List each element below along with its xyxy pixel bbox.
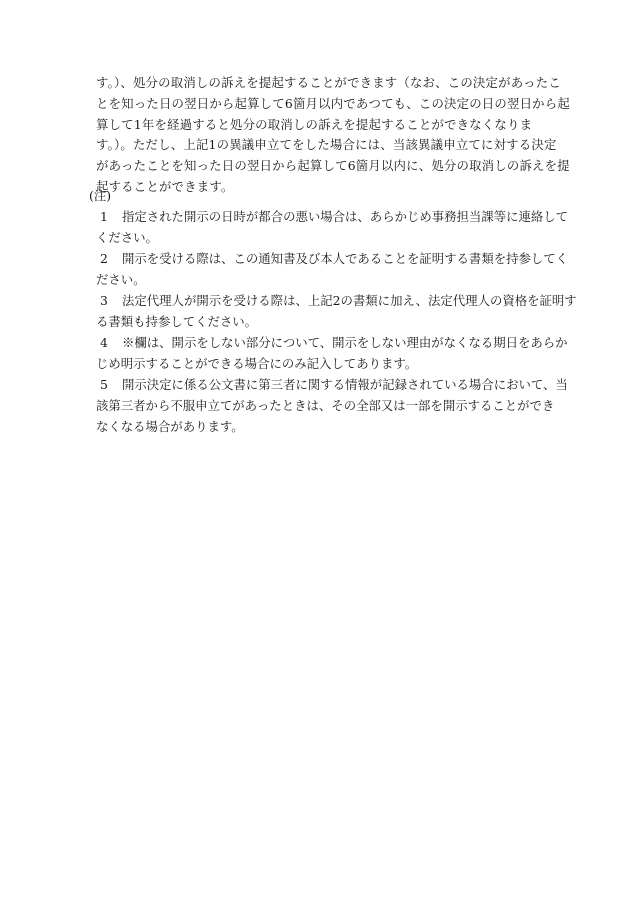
note-number: 1 (100, 209, 108, 224)
body-line: す。）。ただし、上記1の異議申立てをした場合には、当該異議申立てに対する決定 (96, 137, 557, 153)
note-number: 4 (100, 335, 108, 350)
note-number: 3 (100, 293, 108, 308)
note-item (96, 207, 569, 249)
note-text-line: じめ明示することができる場合にのみ記入してあります。 (96, 355, 418, 371)
note-item (96, 291, 577, 333)
note-text-line: ください。 (96, 229, 158, 245)
note-text-line: ださい。 (96, 271, 146, 287)
body-line: があったことを知った日の翌日から起算して6箇月以内に、処分の取消しの訴えを提 (96, 158, 570, 174)
note-item (96, 375, 568, 437)
note-number: 5 (100, 377, 108, 392)
note-text-line: 法定代理人が開示を受ける際は、上記2の書類に加え、法定代理人の資格を証明す (122, 293, 577, 308)
note-item (96, 249, 569, 291)
body-line: 起することができます。 (96, 178, 234, 194)
note-text-line: る書類も持参してください。 (96, 313, 258, 329)
body-paragraph (96, 73, 570, 198)
body-line: す。）、処分の取消しの訴えを提起することができます（なお、この決定があったこ (96, 75, 561, 90)
note-text-line: なくなる場合があります。 (96, 418, 244, 434)
note-text-line: 開示決定に係る公文書に第三者に関する情報が記録されている場合において、当 (122, 377, 568, 392)
note-text-line: 指定された開示の日時が都合の悪い場合は、あらかじめ事務担当課等に連絡して (122, 209, 569, 224)
note-item (96, 333, 568, 375)
note-text-line: 開示を受ける際は、この通知書及び本人であることを証明する書類を持参してく (122, 251, 569, 266)
body-line: 算して1年を経過すると処分の取消しの訴えを提起することができなくなりま (96, 116, 533, 132)
note-number: 2 (100, 251, 108, 266)
note-text-line: ※欄は、開示をしない部分について、開示をしない理由がなくなる期日をあらか (122, 335, 568, 350)
note-text-line: 該第三者から不服申立てがあったときは、その全部又は一部を開示することができ (96, 397, 555, 413)
body-line: とを知った日の翌日から起算して6箇月以内であつても、この決定の日の翌日から起 (96, 95, 570, 111)
notes-heading: (注) (89, 188, 112, 203)
